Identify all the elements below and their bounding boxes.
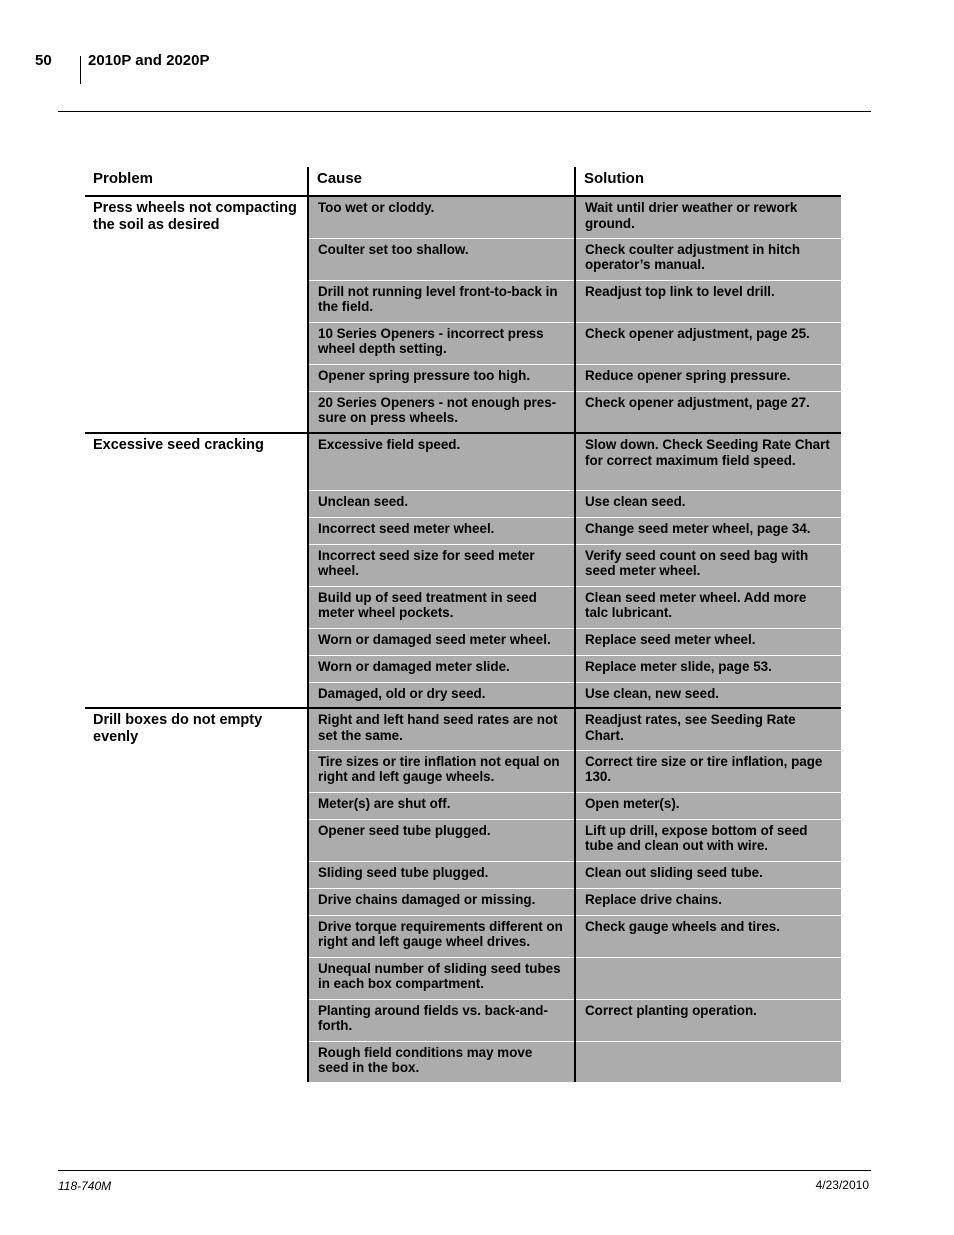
page-number: 50 [35, 52, 52, 69]
cause-cell: Planting around fields vs. back-and-forth. [308, 999, 575, 1041]
cause-cell: Meter(s) are shut off. [308, 792, 575, 819]
column-header-cause: Cause [308, 167, 575, 196]
solution-cell: Change seed meter wheel, page 34. [575, 517, 841, 544]
solution-cell: Check coulter adjustment in hitch operator’s manual. [575, 238, 841, 280]
cause-cell: Too wet or cloddy. [308, 196, 575, 238]
column-header-solution: Solution [575, 167, 841, 196]
cause-cell: Damaged, old or dry seed. [308, 682, 575, 708]
cause-cell: Drill not running level front-to-back in the field. [308, 280, 575, 322]
solution-cell: Clean seed meter wheel. Add more talc lubricant. [575, 586, 841, 628]
document-number: 118-740M [58, 1179, 112, 1193]
solution-cell: Correct planting operation. [575, 999, 841, 1041]
cause-cell: 20 Series Openers - not enough pres-sure on press wheels. [308, 391, 575, 433]
cause-cell: Tire sizes or tire inflation not equal on right and left gauge wheels. [308, 750, 575, 792]
problem-cell: Drill boxes do not empty evenly [85, 708, 308, 1082]
solution-cell: Correct tire size or tire inflation, page 130. [575, 750, 841, 792]
problem-cell: Excessive seed cracking [85, 433, 308, 708]
revision-date: 4/23/2010 [815, 1178, 869, 1192]
cause-cell: Incorrect seed size for seed meter wheel. [308, 544, 575, 586]
solution-cell: Readjust top link to level drill. [575, 280, 841, 322]
cause-cell: Worn or damaged seed meter wheel. [308, 628, 575, 655]
cause-cell: Right and left hand seed rates are not set the same. [308, 708, 575, 750]
solution-cell: Check opener adjustment, page 25. [575, 322, 841, 364]
table-row [85, 196, 841, 238]
header-rule [58, 111, 871, 112]
solution-cell: Replace drive chains. [575, 888, 841, 915]
solution-cell: Check opener adjustment, page 27. [575, 391, 841, 433]
cause-cell: Unequal number of sliding seed tubes in each box compartment. [308, 957, 575, 999]
cause-cell: Incorrect seed meter wheel. [308, 517, 575, 544]
header-divider [80, 56, 81, 84]
solution-cell [575, 1041, 841, 1082]
cause-cell: Drive chains damaged or missing. [308, 888, 575, 915]
solution-cell: Verify seed count on seed bag with seed meter wheel. [575, 544, 841, 586]
solution-cell: Open meter(s). [575, 792, 841, 819]
cause-cell: Unclean seed. [308, 490, 575, 517]
cause-cell: Opener spring pressure too high. [308, 364, 575, 391]
solution-cell: Reduce opener spring pressure. [575, 364, 841, 391]
table-header-row [85, 167, 841, 196]
cause-cell: Build up of seed treatment in seed meter wheel pockets. [308, 586, 575, 628]
cause-cell: Sliding seed tube plugged. [308, 861, 575, 888]
solution-cell: Use clean, new seed. [575, 682, 841, 708]
problem-cell: Press wheels not compacting the soil as desired [85, 196, 308, 433]
footer-rule [58, 1170, 871, 1171]
table-row [85, 708, 841, 750]
column-header-problem: Problem [85, 167, 308, 196]
cause-cell: 10 Series Openers - incorrect press wheel depth setting. [308, 322, 575, 364]
solution-cell: Use clean seed. [575, 490, 841, 517]
solution-cell: Check gauge wheels and tires. [575, 915, 841, 957]
solution-cell: Wait until drier weather or rework ground. [575, 196, 841, 238]
cause-cell: Coulter set too shallow. [308, 238, 575, 280]
solution-cell: Replace meter slide, page 53. [575, 655, 841, 682]
troubleshooting-table [85, 167, 841, 1082]
cause-cell: Worn or damaged meter slide. [308, 655, 575, 682]
cause-cell: Drive torque requirements different on right and left gauge wheel drives. [308, 915, 575, 957]
solution-cell [575, 957, 841, 999]
table-body [85, 196, 841, 1082]
solution-cell: Readjust rates, see Seeding Rate Chart. [575, 708, 841, 750]
cause-cell: Rough field conditions may move seed in the box. [308, 1041, 575, 1082]
cause-cell: Excessive field speed. [308, 433, 575, 490]
solution-cell: Lift up drill, expose bottom of seed tube and clean out with wire. [575, 819, 841, 861]
solution-cell: Replace seed meter wheel. [575, 628, 841, 655]
manual-title: 2010P and 2020P [88, 52, 210, 69]
cause-cell: Opener seed tube plugged. [308, 819, 575, 861]
table-row [85, 433, 841, 490]
solution-cell: Slow down. Check Seeding Rate Chart for correct maximum field speed. [575, 433, 841, 490]
solution-cell: Clean out sliding seed tube. [575, 861, 841, 888]
